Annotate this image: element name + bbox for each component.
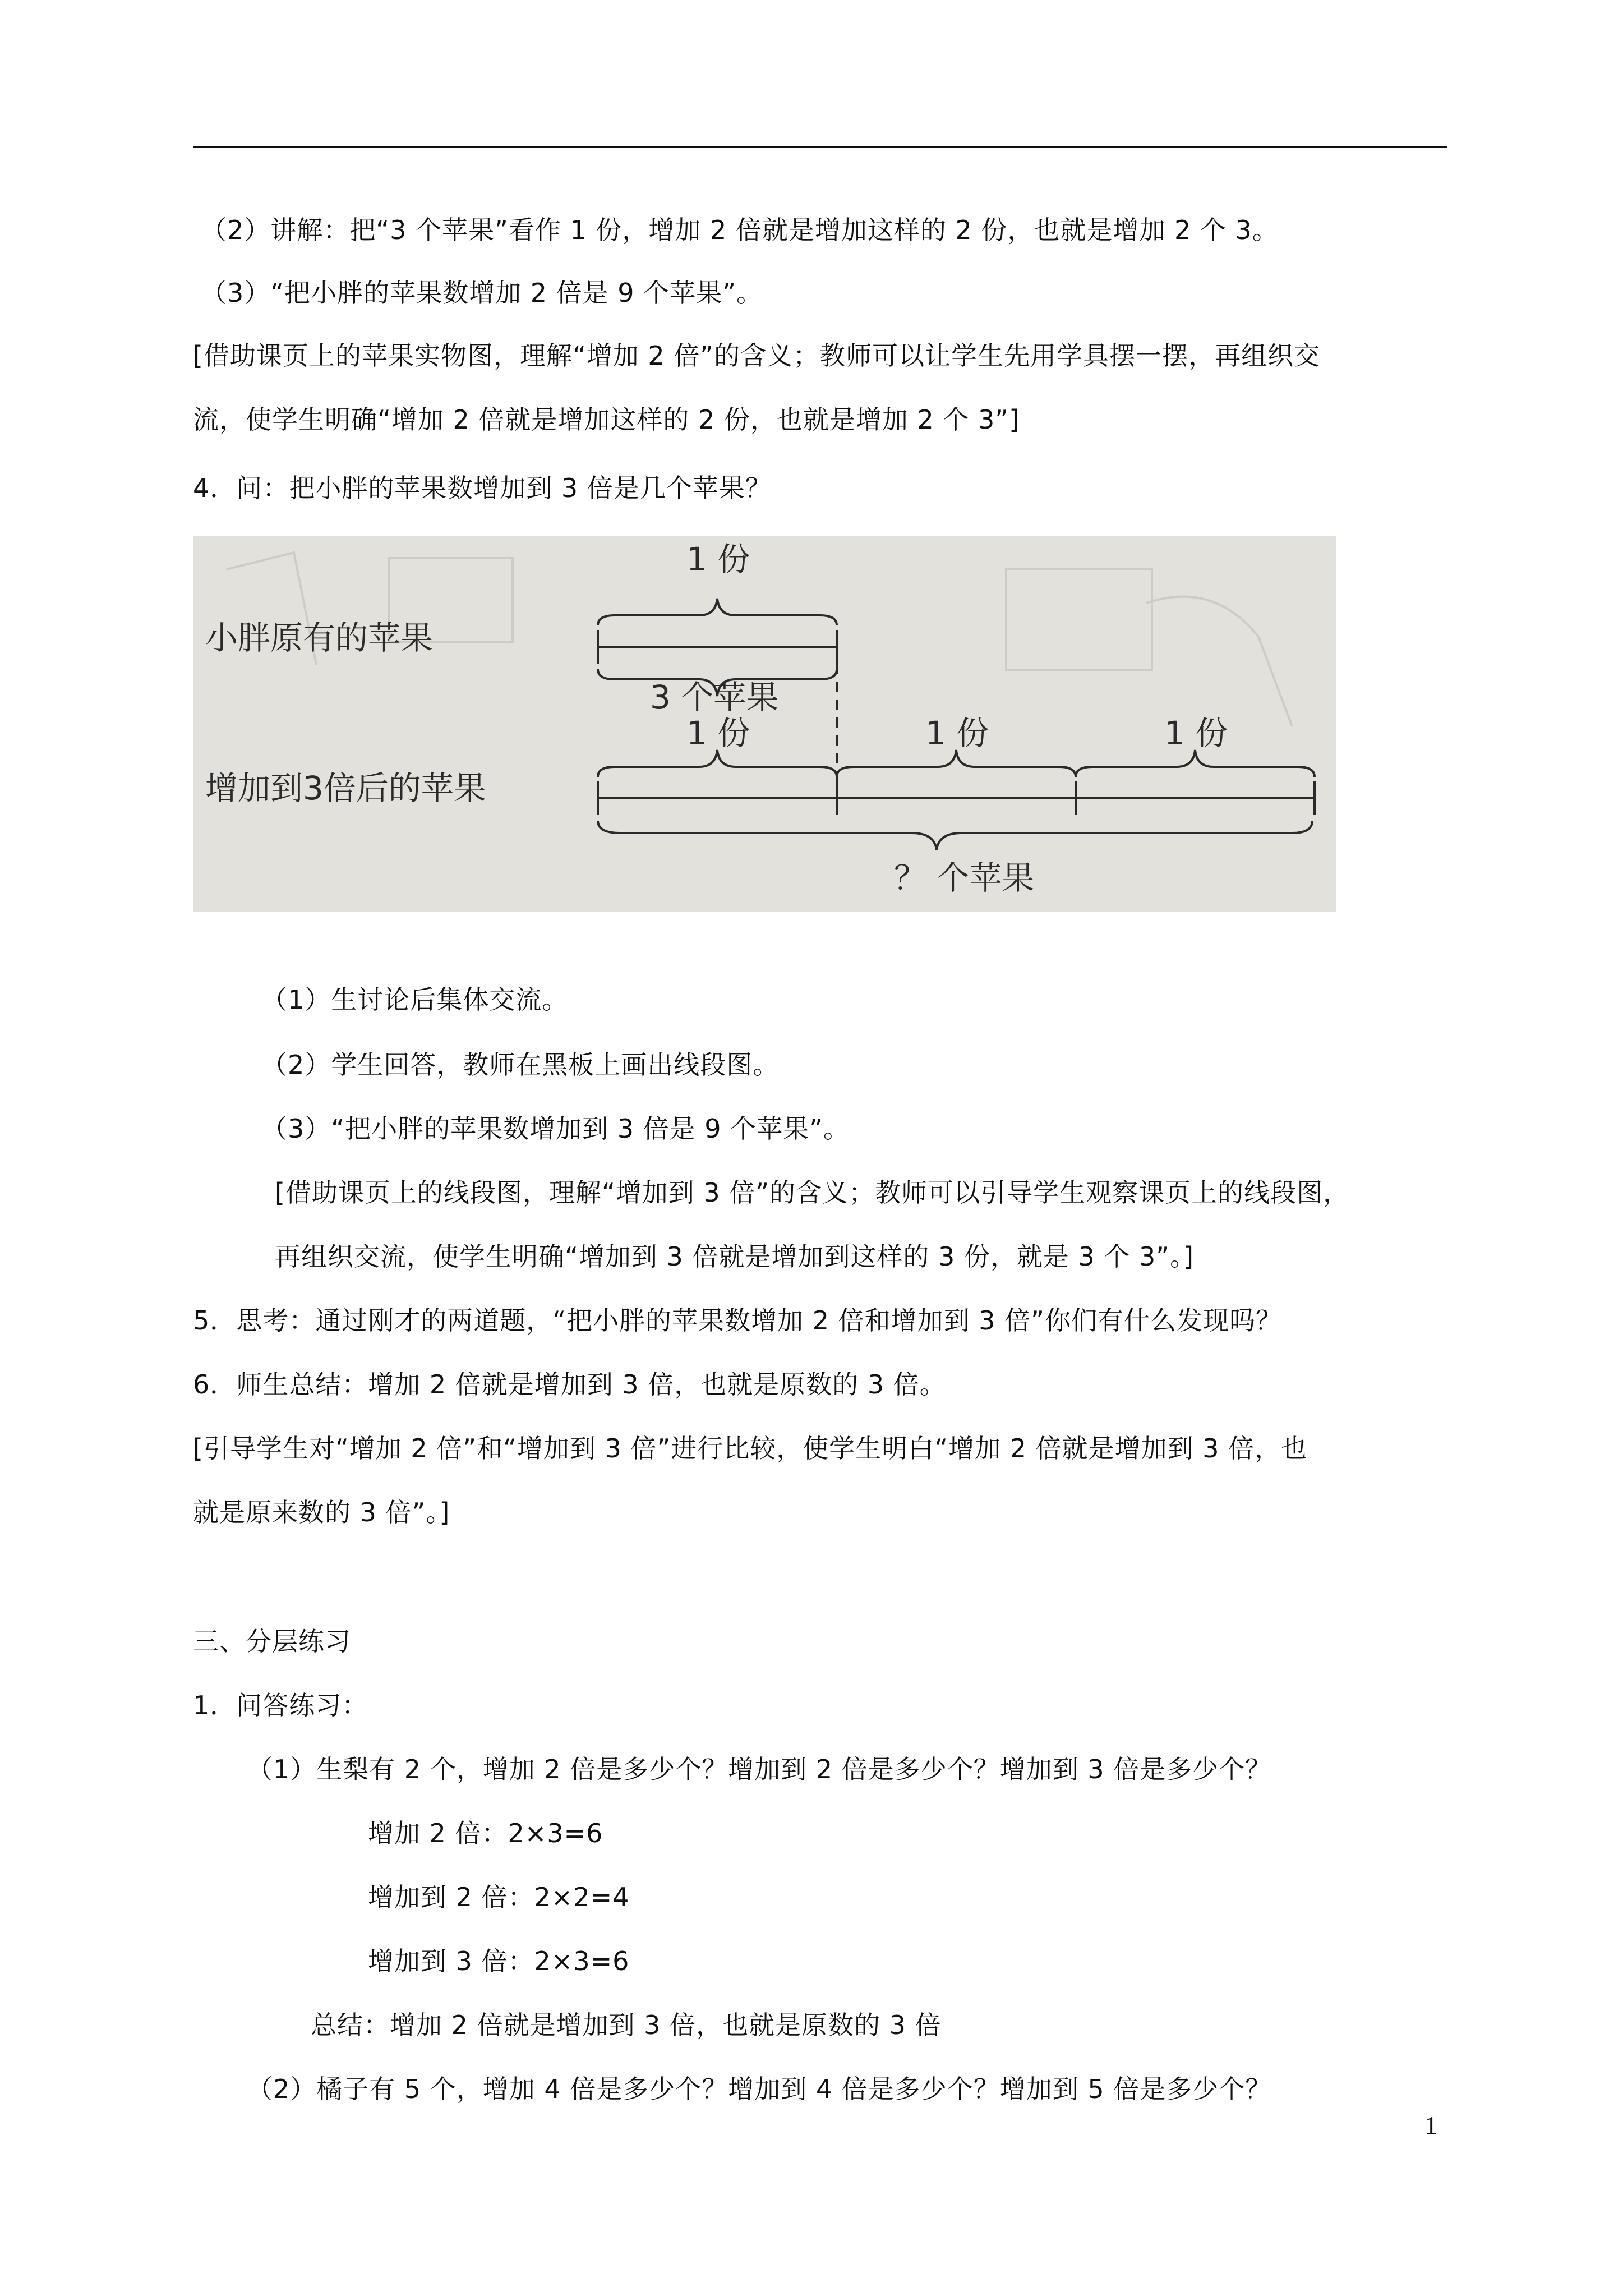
text-line-5: 4．问：把小胖的苹果数增加到 3 倍是几个苹果？ [193, 473, 772, 503]
line-segment-diagram [193, 536, 1336, 912]
text-line-4: 流，使学生明确“增加 2 倍就是增加这样的 2 份，也就是增加 2 个 3”] [193, 404, 1020, 435]
text-line-8: （3）“把小胖的苹果数增加到 3 倍是 9 个苹果”。 [261, 1114, 850, 1144]
text-line-18: 增加 2 倍：2×3=6 [368, 1818, 603, 1848]
line-segment-svg [193, 536, 1336, 912]
text-line-7: （2）学生回答，教师在黑板上画出线段图。 [261, 1050, 780, 1080]
text-line-12: 6．师生总结：增加 2 倍就是增加到 3 倍，也就是原数的 3 倍。 [193, 1369, 946, 1400]
row2-label: 增加到3倍后的苹果 [205, 769, 486, 807]
row1-label: 小胖原有的苹果 [205, 619, 434, 657]
row2-part-label-2: 1 份 [925, 714, 989, 752]
total-label: ？ 个苹果 [894, 859, 1035, 897]
text-line-6: （1）生讨论后集体交流。 [261, 984, 569, 1015]
text-line-16: 1．问答练习： [193, 1690, 368, 1720]
row1-count-label: 3 个苹果 [650, 678, 779, 716]
section-heading: 三、分层练习 [193, 1626, 351, 1657]
text-line-10: 再组织交流，使学生明确“增加到 3 倍就是增加到这样的 3 份，就是 3 个 3”。] [275, 1241, 1195, 1272]
text-line-13: [引导学生对“增加 2 倍”和“增加到 3 倍”进行比较，使学生明白“增加 2 倍就是增加到 3 倍，也 [193, 1433, 1308, 1464]
text-line-14: 就是原来数的 3 倍”。] [193, 1497, 450, 1527]
text-line-11: 5．思考：通过刚才的两道题，“把小胖的苹果数增加 2 倍和增加到 3 倍”你们有什么发现吗？ [193, 1305, 1282, 1336]
text-line-1: （2）讲解：把“3 个苹果”看作 1 份，增加 2 倍就是增加这样的 2 份，也就是增加 2 个 3。 [201, 215, 1279, 245]
text-line-3: [借助课页上的苹果实物图，理解“增加 2 倍”的含义；教师可以让学生先用学具摆一摆，再组织交 [193, 341, 1321, 371]
row2-part-label-3: 1 份 [1164, 714, 1228, 752]
text-line-22: （2）橘子有 5 个，增加 4 倍是多少个？增加到 4 倍是多少个？增加到 5 倍是多少个？ [247, 2074, 1272, 2104]
text-line-17: （1）生梨有 2 个，增加 2 倍是多少个？增加到 2 倍是多少个？增加到 3 倍是多少个？ [247, 1754, 1272, 1784]
text-line-2: （3）“把小胖的苹果数增加 2 倍是 9 个苹果”。 [201, 278, 763, 308]
text-line-20: 增加到 3 倍：2×3=6 [368, 1946, 630, 1976]
text-line-9: [借助课页上的线段图，理解“增加到 3 倍”的含义；教师可以引导学生观察课页上的线段图， [275, 1177, 1350, 1208]
page-number: 1 [1424, 2111, 1437, 2139]
row2-segment [598, 750, 1315, 850]
row1-part-label: 1 份 [686, 540, 750, 578]
text-line-19: 增加到 2 倍：2×2=4 [368, 1882, 630, 1912]
row2-part-label-1: 1 份 [686, 714, 750, 752]
text-line-21: 总结：增加 2 倍就是增加到 3 倍，也就是原数的 3 倍 [311, 2010, 942, 2040]
header-rule [193, 146, 1447, 148]
